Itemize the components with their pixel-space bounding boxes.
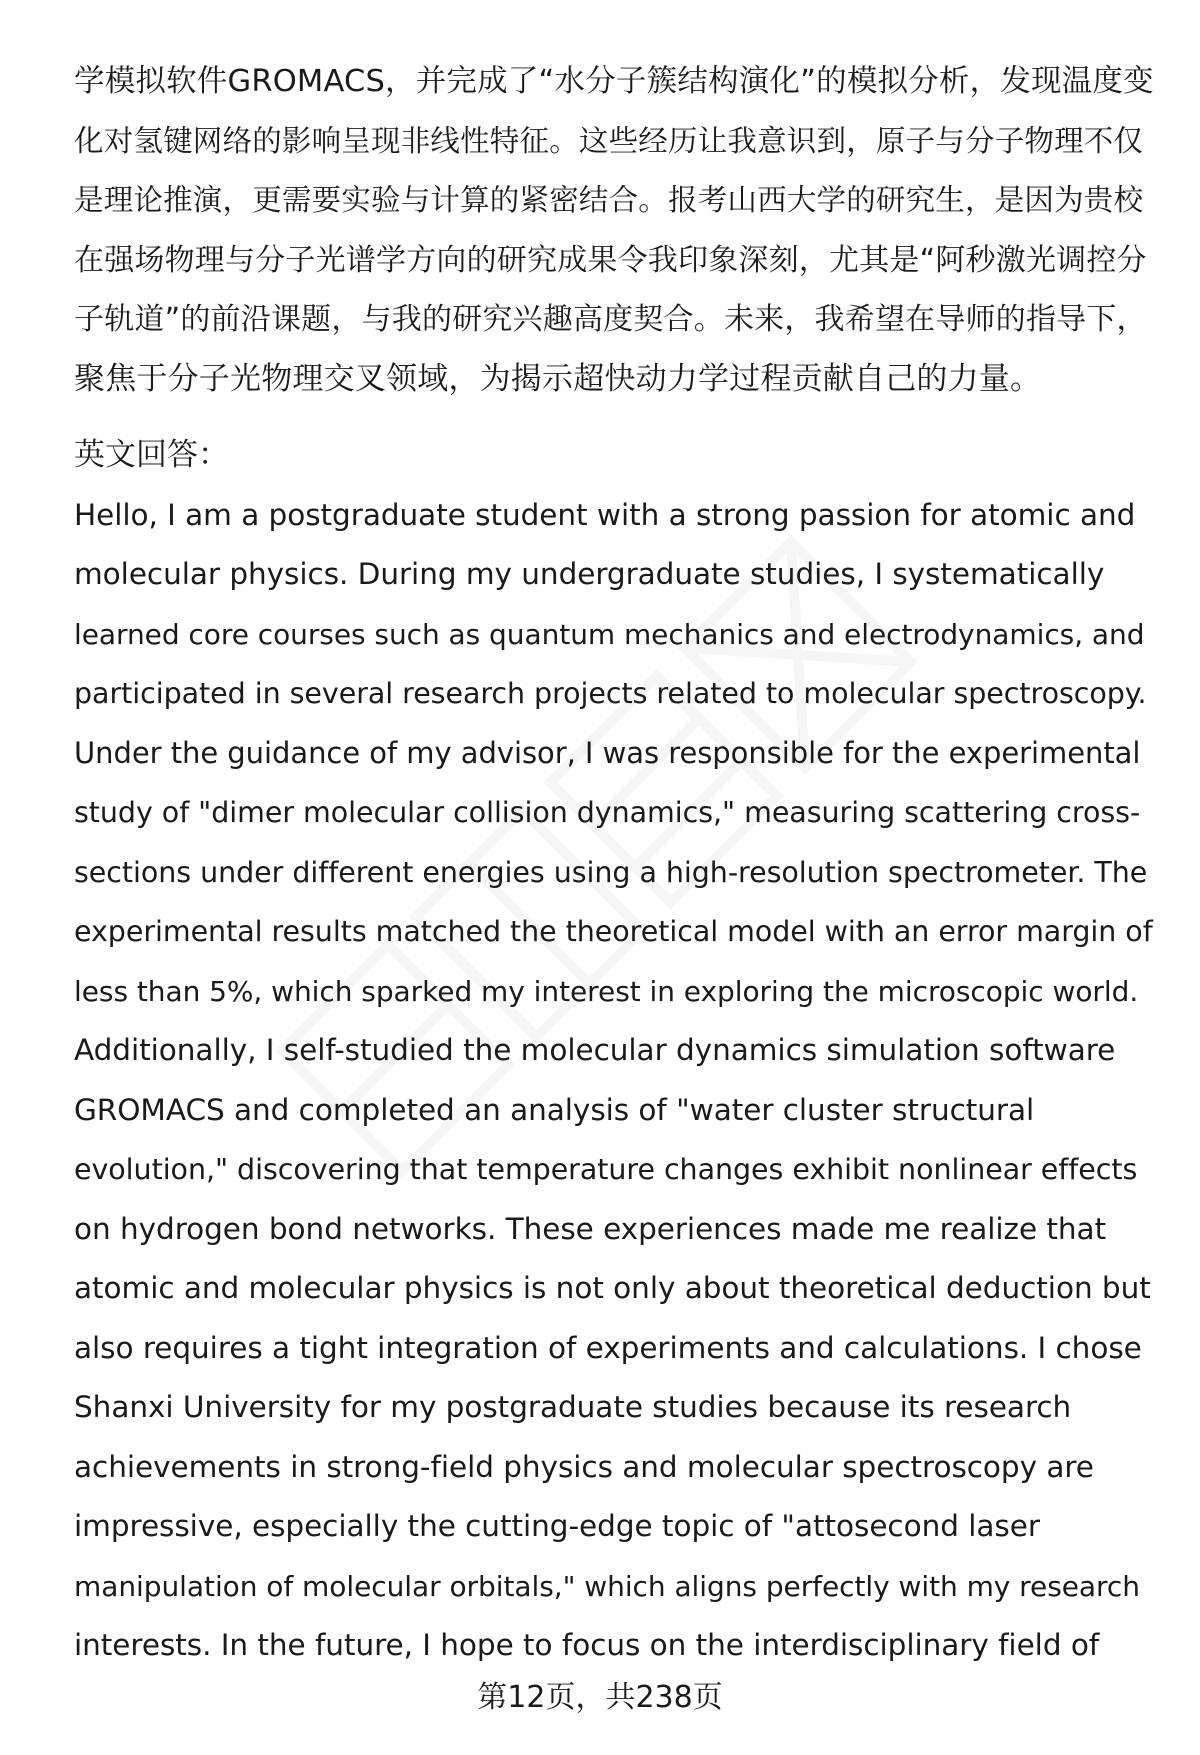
- paragraph-line: Under the guidance of my advisor, I was responsible for the experimental: [74, 735, 1141, 770]
- english-answer-paragraph: [74, 486, 1154, 1676]
- paragraph-line: 学模拟软件GROMACS，并完成了“水分子簇结构演化”的模拟分析，发现温度变: [74, 64, 1154, 99]
- paragraph-line: evolution," discovering that temperature changes exhibit nonlinear effects: [74, 1153, 1138, 1186]
- paragraph-line: 在强场物理与分子光谱学方向的研究成果令我印象深刻，尤其是“阿秒激光调控分: [74, 242, 1147, 278]
- paragraph-line: Hello, I am a postgraduate student with a strong passion for atomic and: [74, 497, 1136, 532]
- paragraph-line: impressive, especially the cutting-edge topic of "attosecond laser: [74, 1509, 1040, 1543]
- paragraph-line: 聚焦于分子光物理交叉领域，为揭示超快动力学过程贡献自己的力量。: [74, 360, 1042, 397]
- paragraph-line: 化对氢键网络的影响呈现非线性特征。这些经历让我意识到，原子与分子物理不仅: [74, 123, 1144, 158]
- paragraph-line: molecular physics. During my undergraduate studies, I systematically: [74, 557, 1105, 591]
- paragraph-line: also requires a tight integration of experiments and calculations. I chose: [74, 1330, 1142, 1365]
- paragraph-line: 是理论推演，更需要实验与计算的紧密结合。报考山西大学的研究生，是因为贵校: [74, 183, 1144, 217]
- paragraph-line: atomic and molecular physics is not only about theoretical deduction but: [74, 1271, 1151, 1305]
- paragraph-gap: [74, 409, 1154, 426]
- paragraph-line: participated in several research projects related to molecular spectroscopy.: [74, 677, 1147, 710]
- paragraph-line: interests. In the future, I hope to focus on the interdisciplinary field of: [74, 1628, 1100, 1662]
- paragraph-line: sections under different energies using a high-resolution spectrometer. The: [74, 855, 1148, 889]
- paragraph-line: achievements in strong-field physics and molecular spectroscopy are: [74, 1449, 1094, 1484]
- paragraph-line: less than 5%, which sparked my interest in exploring the microscopic world.: [74, 974, 1139, 1008]
- paragraph-line: Shanxi University for my postgraduate studies because its research: [74, 1390, 1072, 1424]
- paragraph-line: experimental results matched the theoretical model with an error margin of: [74, 915, 1153, 948]
- paragraph-line: GROMACS and completed an analysis of "water cluster structural: [74, 1092, 1035, 1127]
- paragraph-line: learned core courses such as quantum mechanics and electrodynamics, and: [74, 617, 1145, 651]
- paragraph-line: on hydrogen bond networks. These experiences made me realize that: [74, 1211, 1107, 1246]
- paragraph-line: manipulation of molecular orbitals," which aligns perfectly with my research: [74, 1569, 1140, 1603]
- paragraph-line: Additionally, I self-studied the molecular dynamics simulation software: [74, 1033, 1116, 1067]
- english-answer-heading: 英文回答：: [74, 437, 229, 473]
- page-number-footer: 第12页，共238页: [477, 1680, 723, 1715]
- chinese-answer-paragraph: [74, 52, 1154, 409]
- paragraph-line: 子轨道”的前沿课题，与我的研究兴趣高度契合。未来，我希望在导师的指导下，: [74, 302, 1147, 337]
- page-content: [74, 52, 1154, 1676]
- paragraph-line: study of "dimer molecular collision dynamics," measuring scattering cross-: [74, 796, 1141, 829]
